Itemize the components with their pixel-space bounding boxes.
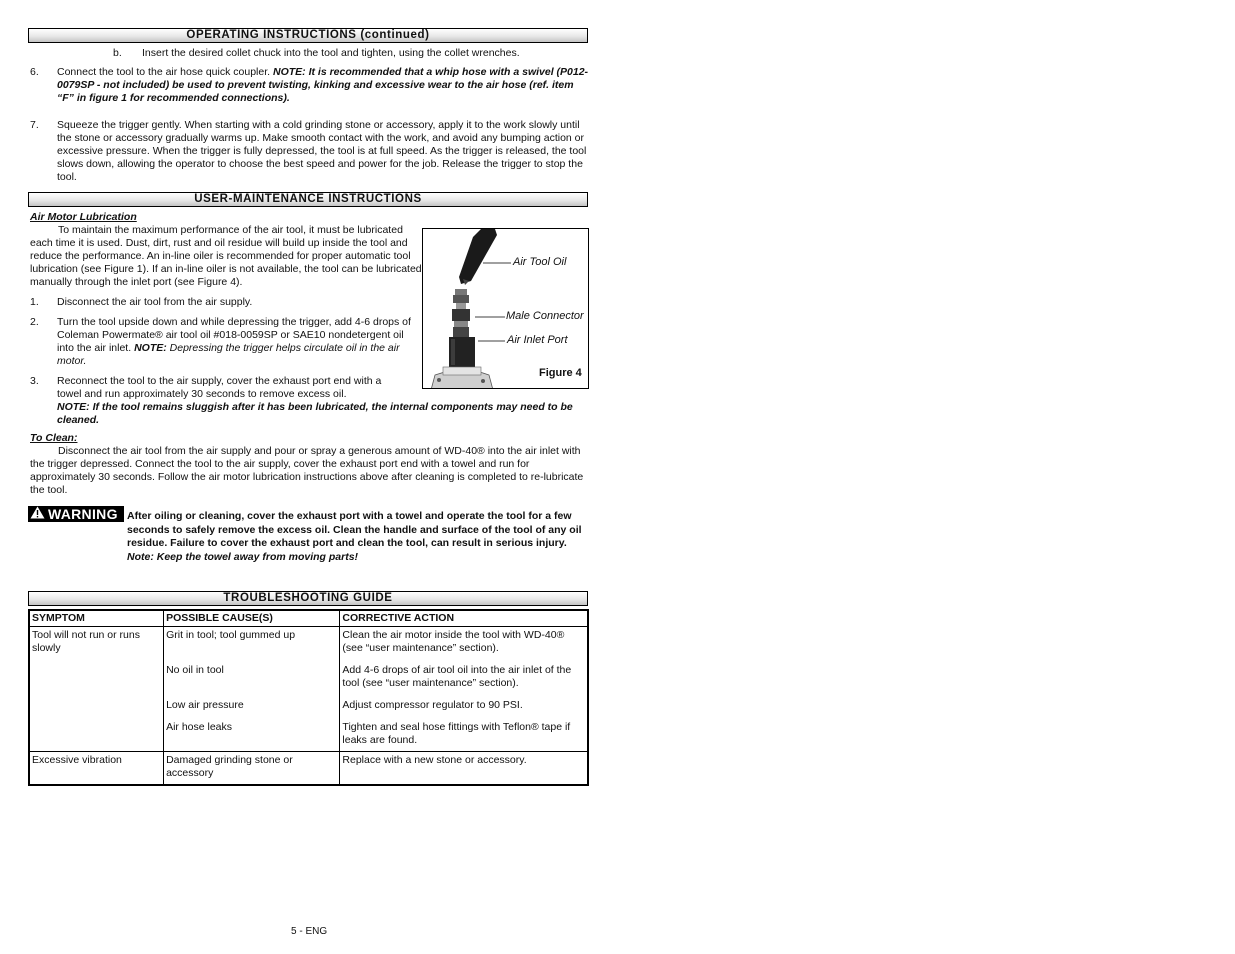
- figure-label-air-inlet: Air Inlet Port: [507, 334, 568, 346]
- step-3-label: 3.: [30, 375, 39, 387]
- figure-4-illustration: [423, 229, 589, 389]
- oil-bottle-icon: [459, 229, 497, 284]
- cause-item: Grit in tool; tool gummed up: [166, 629, 296, 641]
- item-7-text: Squeeze the trigger gently. When starting with a cold grinding stone or accessory, apply it to the work slowly until the stone or accessory gradually warms up. Make smooth contact with the work, and avoid any bumping action or excessive pressure. When the trigger is fully depressed, the tool is at full speed. As the trigger is released, the tool slows down, allowing the operator to choose the best speed and power for the job. Release the trigger to stop the tool.: [57, 119, 587, 183]
- item-b-text: Insert the desired collet chuck into the tool and tighten, using the collet wrenches.: [142, 47, 520, 59]
- page-footer: 5 - ENG: [291, 926, 328, 937]
- header-symptom: SYMPTOM: [29, 610, 164, 627]
- male-connector-icon: [452, 289, 470, 337]
- air-inlet-port-icon: [449, 337, 475, 367]
- step-3-note: NOTE: If the tool remains sluggish after it has been lubricated, the internal components may need to be cleaned.: [57, 401, 573, 426]
- item-6-main: Connect the tool to the air hose quick coupler.: [57, 66, 271, 78]
- cause-item: Low air pressure: [166, 699, 244, 711]
- troubleshooting-table: [28, 609, 589, 786]
- action-cell: Replace with a new stone or accessory.: [340, 752, 588, 786]
- step-2-note-label: NOTE:: [134, 342, 167, 354]
- figure-caption: Figure 4: [539, 367, 582, 379]
- figure-label-male-connector: Male Connector: [506, 310, 584, 322]
- warning-text: [127, 510, 589, 564]
- lubrication-intro: To maintain the maximum performance of the air tool, it must be lubricated each time it is used. Dust, dirt, rust and oil residue will build up inside the tool and reduce the performance. An in-line oiler is recommended for proper automatic tool lubrication (see Figure 1). If an in-line oiler is not available, the tool can be lubricated manually through the inlet port (see Figure 4).: [30, 224, 422, 288]
- warning-note: Note: Keep the towel away from moving parts!: [127, 550, 359, 563]
- clean-heading: To Clean:: [30, 432, 78, 444]
- warning-main: After oiling or cleaning, cover the exhaust port with a towel and operate the tool for a few seconds to safely remove the excess oil. Clean the handle and surface of the tool of any oil residue. Failure to cover the exhaust port and clean the tool, can result in serious injury.: [127, 510, 582, 549]
- lubrication-heading: Air Motor Lubrication: [30, 211, 137, 223]
- item-6-label: 6.: [30, 66, 39, 78]
- item-6-text: [57, 66, 589, 105]
- action-item: Tighten and seal hose fittings with Teflon® tape if leaks are found.: [342, 721, 571, 746]
- action-item: Add 4-6 drops of air tool oil into the air inlet of the tool (see “user maintenance” section).: [342, 664, 572, 689]
- step-2-text: [57, 316, 421, 368]
- item-6-note: NOTE: It is recommended that a whip hose with a swivel (P012-0079SP - not included) be used to prevent twisting, kinking and excessive wear to the air hose (ref. item “F” in figure 1 for recommended connections).: [57, 66, 589, 104]
- section-heading-operating: OPERATING INSTRUCTIONS (continued): [28, 28, 588, 43]
- cause-item: No oil in tool: [166, 664, 224, 676]
- header-action: CORRECTIVE ACTION: [340, 610, 588, 627]
- table-row: [29, 627, 588, 752]
- clean-text: Disconnect the air tool from the air supply and pour or spray a generous amount of WD-40® into the air inlet with the trigger depressed. Connect the tool to the air supply, cover the exhaust port end with a towel and run for approximately 30 seconds. Follow the air motor lubrication instructions above after cleaning is completed to re-lubricate the tool.: [30, 445, 584, 496]
- section-heading-troubleshooting: TROUBLESHOOTING GUIDE: [28, 591, 588, 606]
- causes-cell: Damaged grinding stone or accessory: [164, 752, 340, 786]
- item-7-label: 7.: [30, 119, 39, 131]
- step-2-main: Turn the tool upside down and while depressing the trigger, add 4-6 drops of Coleman Powermate® air tool oil #018-0059SP or SAE10 nondetergent oil into the air inlet.: [57, 316, 411, 354]
- symptom-cell: Excessive vibration: [29, 752, 164, 786]
- symptom-cell: Tool will not run or runs slowly: [29, 627, 164, 752]
- warning-triangle-icon: [30, 506, 45, 522]
- step-1-text: Disconnect the air tool from the air supply.: [57, 296, 253, 308]
- action-item: Adjust compressor regulator to 90 PSI.: [342, 699, 523, 711]
- step-3-text: Reconnect the tool to the air supply, cover the exhaust port end with a towel and run approximately 30 seconds to remove excess oil.: [57, 375, 382, 400]
- warning-badge: [28, 506, 124, 522]
- action-cell: [340, 627, 588, 752]
- step-1-label: 1.: [30, 296, 39, 308]
- item-b-label: b.: [113, 47, 122, 59]
- section-heading-maintenance: USER-MAINTENANCE INSTRUCTIONS: [28, 192, 588, 207]
- warning-label: WARNING: [48, 506, 118, 522]
- causes-cell: [164, 627, 340, 752]
- table-header-row: [29, 610, 588, 627]
- action-item: Clean the air motor inside the tool with WD-40® (see “user maintenance” section).: [342, 629, 565, 654]
- table-row: [29, 752, 588, 786]
- figure-label-oil: Air Tool Oil: [513, 256, 567, 268]
- step-2-label: 2.: [30, 316, 39, 328]
- cause-item: Air hose leaks: [166, 721, 233, 733]
- step-2-note: Depressing the trigger helps circulate oil in the air motor.: [57, 342, 400, 367]
- header-causes: POSSIBLE CAUSE(S): [164, 610, 340, 627]
- figure-4: [422, 228, 589, 389]
